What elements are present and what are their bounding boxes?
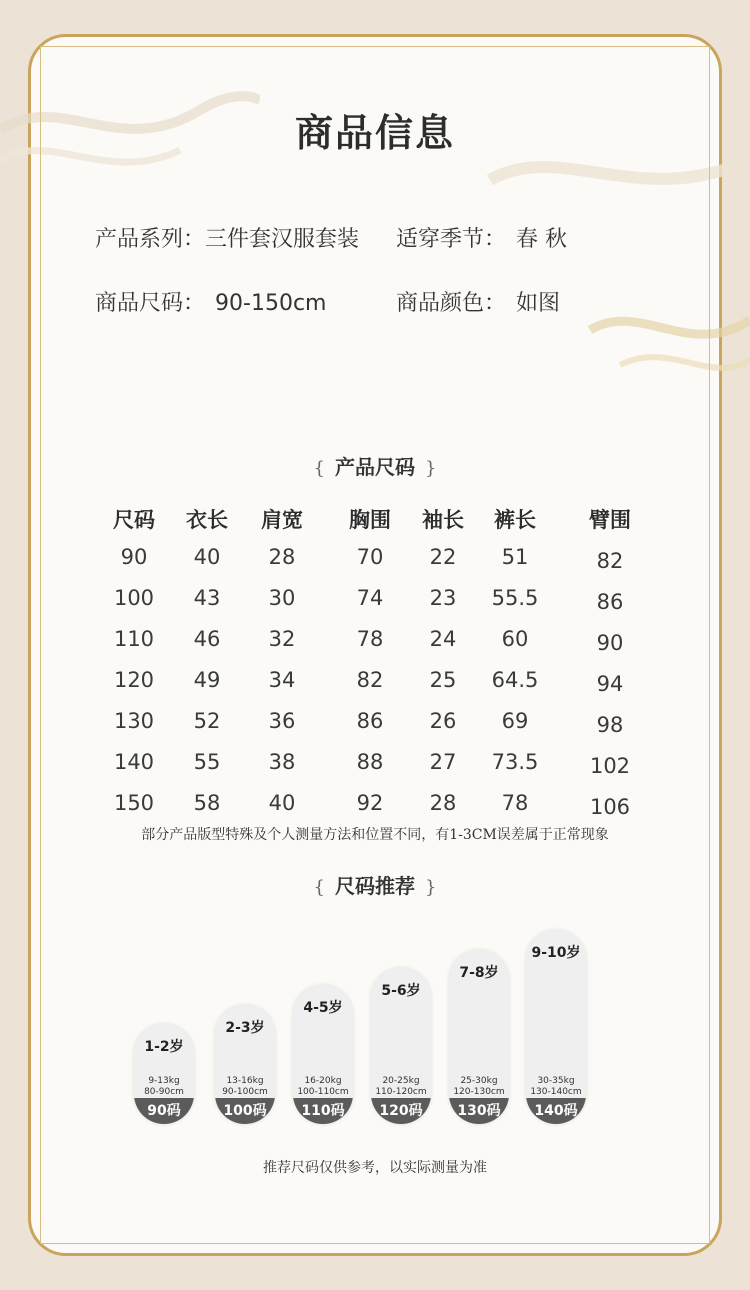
table-cell-size: 100 [113,586,155,610]
size-recommend-pill [215,1005,275,1124]
table-cell-length: 46 [193,627,221,651]
table-cell-size: 130 [113,709,155,733]
table-header-chest: 胸围 [349,507,391,532]
series-value: 三件套汉服套装 [205,227,360,252]
pill-age: 2-3岁 [225,1020,265,1036]
size-table-note: 部分产品版型特殊及个人测量方法和位置不同，有1-3CM误差属于正常现象 [141,827,609,843]
table-cell-sleeve: 25 [429,668,457,692]
table-cell-chest: 82 [356,668,384,692]
table-cell-pants: 69 [501,709,529,733]
table-header-length: 衣长 [186,507,228,532]
size-recommend-pill [526,930,586,1124]
info-color [396,286,560,317]
size-label: 商品尺码： [95,291,206,316]
pill-age: 7-8岁 [459,965,499,981]
pill-age: 1-2岁 [144,1039,184,1055]
table-cell-chest: 74 [356,586,384,610]
pill-weight: 9-13kg [148,1076,180,1086]
pill-weight: 20-25kg [382,1076,420,1086]
table-cell-sleeve: 28 [429,791,457,815]
info-series [95,222,359,253]
table-cell-chest: 70 [356,545,384,569]
table-header-size: 尺码 [113,507,155,532]
series-label: 产品系列： [95,227,206,252]
table-cell-pants: 78 [501,791,529,815]
pill-size-badge: 120码 [371,1098,431,1124]
table-cell-pants: 51 [501,545,529,569]
table-cell-sleeve: 27 [429,750,457,774]
table-cell-sleeve: 22 [429,545,457,569]
pill-weight: 13-16kg [226,1076,264,1086]
table-cell-length: 55 [193,750,221,774]
table-header-sleeve: 袖长 [422,507,464,532]
size-section-title-text: 产品尺码 [335,455,415,479]
table-cell-chest: 88 [356,750,384,774]
table-cell-size: 90 [120,545,148,569]
page-title: 商品信息 [294,110,455,155]
recommend-note: 推荐尺码仅供参考，以实际测量为准 [263,1160,487,1176]
table-cell-shoulder: 28 [268,545,296,569]
table-cell-shoulder: 36 [268,709,296,733]
table-cell-arm: 90 [596,631,624,655]
pill-size-badge: 140码 [526,1098,586,1124]
pill-weight: 25-30kg [460,1076,498,1086]
table-cell-sleeve: 26 [429,709,457,733]
table-cell-size: 140 [113,750,155,774]
bracket-left: { [313,458,325,479]
table-header-pants: 裤长 [494,507,536,532]
season-label: 适穿季节： [396,227,507,252]
bracket-right: } [425,877,437,898]
table-cell-arm: 94 [596,672,624,696]
table-cell-pants: 64.5 [491,668,539,692]
table-cell-arm: 82 [596,549,624,573]
table-cell-length: 40 [193,545,221,569]
bracket-right: } [425,458,437,479]
table-cell-arm: 106 [589,795,631,819]
table-cell-length: 43 [193,586,221,610]
table-cell-chest: 92 [356,791,384,815]
color-label: 商品颜色： [396,291,507,316]
table-cell-chest: 86 [356,709,384,733]
table-cell-shoulder: 34 [268,668,296,692]
pill-height: 100-110cm [297,1087,349,1097]
pill-age: 5-6岁 [381,983,421,999]
size-recommend-pill [449,950,509,1124]
recommend-section-title-text: 尺码推荐 [335,874,415,898]
pill-size-badge: 90码 [134,1098,194,1124]
table-cell-length: 58 [193,791,221,815]
table-cell-arm: 102 [589,754,631,778]
info-size [95,286,326,317]
table-header-shoulder: 肩宽 [261,507,303,532]
table-cell-pants: 55.5 [491,586,539,610]
table-cell-size: 120 [113,668,155,692]
table-header-arm: 臂围 [589,507,631,532]
season-value: 春 秋 [516,227,568,252]
table-cell-size: 150 [113,791,155,815]
pill-height: 120-130cm [453,1087,505,1097]
pill-height: 80-90cm [144,1087,184,1097]
table-cell-arm: 98 [596,713,624,737]
pill-weight: 16-20kg [304,1076,342,1086]
table-cell-length: 49 [193,668,221,692]
table-cell-chest: 78 [356,627,384,651]
pill-age: 4-5岁 [303,1000,343,1016]
table-cell-shoulder: 32 [268,627,296,651]
table-cell-size: 110 [113,627,155,651]
size-value: 90-150cm [215,291,327,316]
table-cell-shoulder: 38 [268,750,296,774]
info-season [396,222,567,253]
pill-height: 90-100cm [222,1087,268,1097]
color-value: 如图 [516,291,561,316]
pill-height: 130-140cm [530,1087,582,1097]
table-cell-pants: 73.5 [491,750,539,774]
pill-size-badge: 130码 [449,1098,509,1124]
recommend-section-title [0,870,750,899]
pill-height: 110-120cm [375,1087,427,1097]
pill-size-badge: 110码 [293,1098,353,1124]
table-cell-shoulder: 30 [268,586,296,610]
size-section-title [0,451,750,480]
table-cell-sleeve: 23 [429,586,457,610]
pill-age: 9-10岁 [531,945,581,961]
table-cell-arm: 86 [596,590,624,614]
size-recommend-pill [134,1024,194,1124]
table-cell-length: 52 [193,709,221,733]
table-cell-pants: 60 [501,627,529,651]
pill-size-badge: 100码 [215,1098,275,1124]
bracket-left: { [313,877,325,898]
size-recommend-pill [293,985,353,1124]
pill-weight: 30-35kg [537,1076,575,1086]
size-recommend-pill [371,968,431,1124]
table-cell-shoulder: 40 [268,791,296,815]
table-cell-sleeve: 24 [429,627,457,651]
